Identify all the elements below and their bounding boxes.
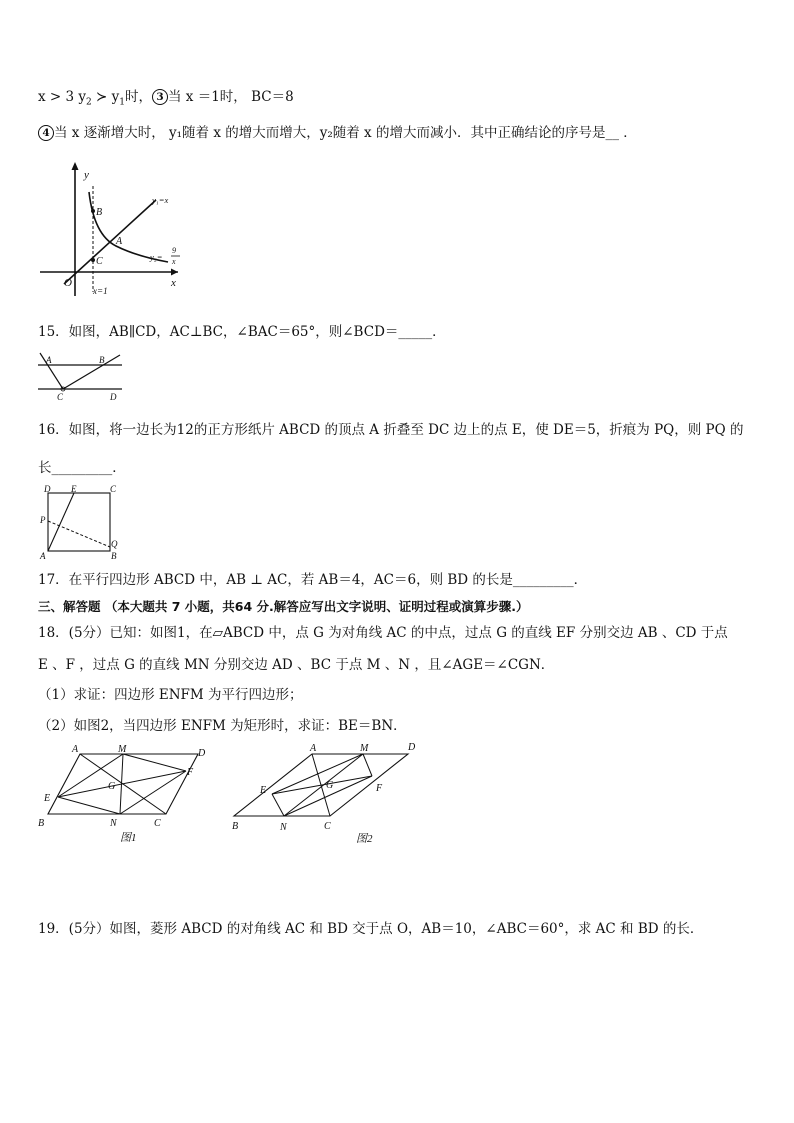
- q18-figure1: [34, 740, 224, 852]
- fig-label: B: [99, 355, 105, 365]
- fig-label: N: [110, 818, 117, 829]
- q16-figure: [38, 483, 128, 565]
- fig-label: O: [64, 277, 72, 289]
- q15-text: 15．如图，AB∥CD，AC⊥BC，∠BAC＝65°，则∠BCD＝_____．: [38, 324, 446, 340]
- fig-label: A: [310, 743, 317, 754]
- section-heading: 三、解答题 （本大题共 7 小题，共64 分.解答应写出文字说明、证明过程或演算步骤.）: [38, 599, 529, 614]
- circled-number-3: 3: [152, 89, 168, 105]
- q18-part2: （2）如图2，当四边形 ENFM 为矩形时，求证：BE＝BN．: [38, 718, 407, 734]
- fig-label: N: [280, 822, 287, 833]
- q18-part1: （1）求证：四边形 ENFM 为平行四边形；: [38, 687, 303, 703]
- fig-label: C: [324, 821, 331, 832]
- fig-label: F: [376, 783, 383, 794]
- fig-label: M: [360, 743, 369, 754]
- fig-label: C: [154, 818, 161, 829]
- q18-figure2: [226, 738, 426, 852]
- fig-label: A: [40, 551, 46, 561]
- fig-label: G: [108, 781, 116, 792]
- fig-label: P: [40, 515, 46, 525]
- fig-label: F: [187, 767, 194, 778]
- fig-label: y₂=: [150, 252, 163, 262]
- q18-line2: E 、F ，过点 G 的直线 MN 分别交边 AD 、BC 于点 M 、N ，且∠AGE＝∠CGN．: [38, 657, 555, 673]
- q17-text: 17．在平行四边形 ABCD 中，AB ⊥ AC，若 AB＝4，AC＝6，则 BD 的长是_________．: [38, 572, 588, 588]
- q19-text: 19．(5分）如图，菱形 ABCD 的对角线 AC 和 BD 交于点 O，AB＝10，∠ABC＝60°，求 AC 和 BD 的长．: [38, 921, 704, 937]
- fig-label: x=1: [93, 286, 108, 296]
- fig-label: D: [408, 742, 416, 753]
- figure-caption: 图1: [120, 832, 137, 844]
- fig-label: y₁=x: [152, 195, 169, 205]
- q15-figure: [36, 351, 128, 407]
- fig-label: C: [110, 484, 117, 494]
- q14-line1: x > 3 $y_2$ ≻ $y_1$时， 3 当 x ＝1时， BC＝8: [38, 89, 294, 108]
- circled-number-4: 4: [38, 125, 54, 141]
- fig-label: x: [172, 257, 176, 266]
- fig-label: 9: [172, 246, 176, 255]
- fig-label: M: [118, 744, 127, 755]
- fig-label: G: [326, 780, 334, 791]
- fig-label: E: [71, 484, 77, 494]
- q16-line1: 16．如图，将一边长为12的正方形纸片 ABCD 的顶点 A 折叠至 DC 边上的点 E，使 DE＝5，折痕为 PQ，则 PQ 的: [38, 422, 744, 438]
- fig-label: B: [232, 821, 239, 832]
- fig-label: A: [72, 744, 79, 755]
- figure-caption: 图2: [356, 833, 373, 845]
- fig-label: A: [116, 236, 123, 247]
- q18-line1: 18．(5分）已知：如图1，在▱ABCD 中，点 G 为对角线 AC 的中点，过点 G 的直线 EF 分别交边 AB 、CD 于点: [38, 625, 728, 641]
- fig-label: C: [96, 256, 103, 267]
- fig-label: D: [198, 748, 206, 759]
- fig-label: C: [57, 392, 64, 402]
- q14-figure: [38, 158, 188, 302]
- fig-label: Q: [111, 539, 118, 549]
- q16-line2: 长_________．: [38, 460, 126, 476]
- fig-label: A: [46, 355, 52, 365]
- fig-label: y: [84, 169, 89, 181]
- q14-line2: 4 当 x 逐渐增大时， y₁随着 x 的增大而增大，y₂随着 x 的增大而减小．其中正确结论的序号是__ ．: [38, 124, 637, 142]
- fig-label: B: [111, 551, 117, 561]
- fig-label: B: [38, 818, 45, 829]
- fig-label: E: [44, 793, 51, 804]
- fig-label: x: [171, 277, 176, 289]
- fig-label: D: [110, 392, 117, 402]
- fig-label: E: [260, 785, 267, 796]
- fig-label: B: [96, 207, 103, 218]
- fig-label: D: [44, 484, 51, 494]
